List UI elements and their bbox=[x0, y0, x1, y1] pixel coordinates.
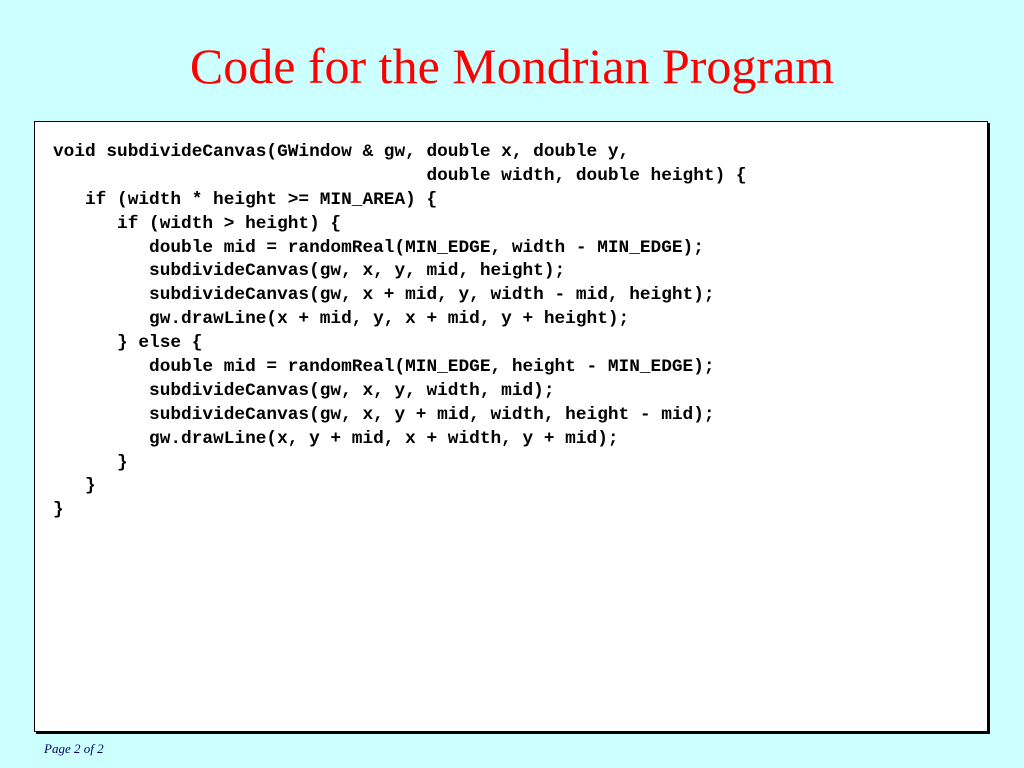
code-line: void subdivideCanvas(GWindow & gw, double x, double y, bbox=[53, 142, 630, 162]
page-number: Page 2 of 2 bbox=[44, 741, 104, 756]
code-line: double width, double height) { bbox=[53, 165, 747, 186]
code-line: gw.drawLine(x, y + mid, x + width, y + mid); bbox=[53, 428, 619, 449]
code-line: subdivideCanvas(gw, x + mid, y, width - mid, height); bbox=[53, 285, 715, 306]
code-block bbox=[53, 141, 747, 523]
code-line: subdivideCanvas(gw, x, y + mid, width, height - mid); bbox=[53, 404, 715, 425]
code-line: subdivideCanvas(gw, x, y, mid, height); bbox=[53, 261, 566, 282]
code-line: gw.drawLine(x + mid, y, x + mid, y + height); bbox=[53, 309, 630, 330]
slide-title: Code for the Mondrian Program bbox=[189, 38, 835, 94]
code-panel bbox=[34, 121, 988, 732]
code-line: if (width > height) { bbox=[53, 213, 342, 234]
code-line: double mid = randomReal(MIN_EDGE, width - MIN_EDGE); bbox=[53, 237, 704, 258]
code-line: if (width * height >= MIN_AREA) { bbox=[53, 189, 438, 210]
code-line: } bbox=[53, 476, 96, 497]
code-line: } bbox=[53, 500, 64, 521]
code-line: subdivideCanvas(gw, x, y, width, mid); bbox=[53, 380, 555, 401]
code-line: } bbox=[53, 452, 128, 473]
code-line: double mid = randomReal(MIN_EDGE, height - MIN_EDGE); bbox=[53, 357, 715, 378]
code-line: } else { bbox=[53, 333, 203, 354]
